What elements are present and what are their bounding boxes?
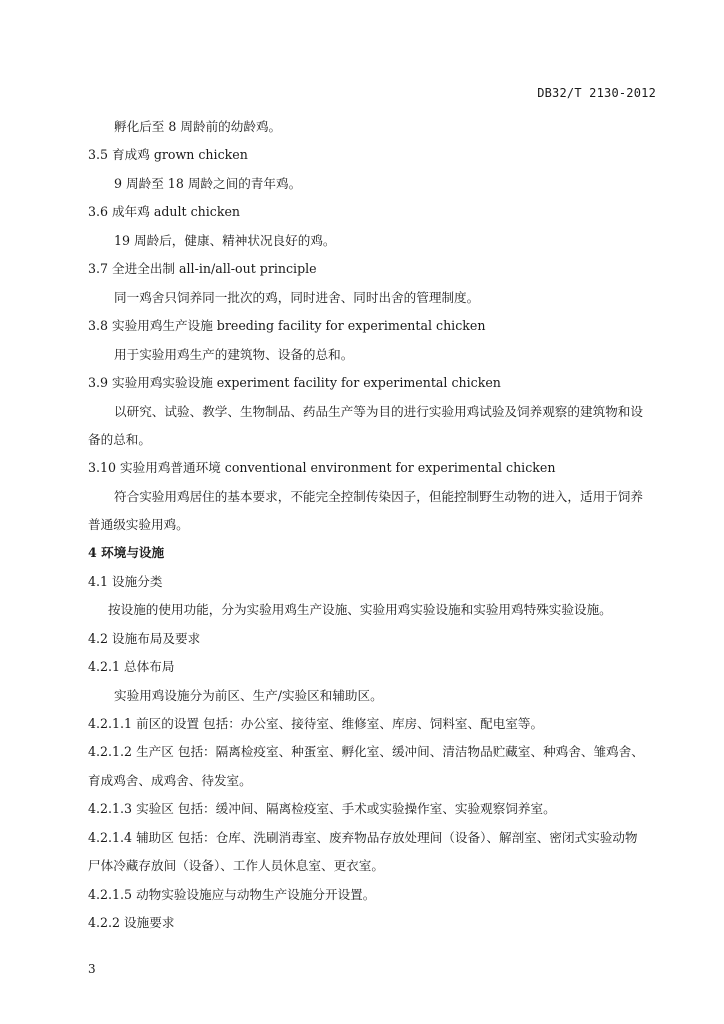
text-line: 备的总和。 (88, 432, 151, 447)
term-heading-3-6: 3.6 成年鸡 adult chicken (88, 204, 241, 219)
section-heading-4-2-2: 4.2.2 设施要求 (88, 915, 175, 930)
text-line: 按设施的使用功能，分为实验用鸡生产设施、实验用鸡实验设施和实验用鸡特殊实验设施。 (108, 602, 612, 617)
clause-4-2-1-3: 4.2.1.3 实验区 包括：缓冲间、隔离检疫室、手术或实验操作室、实验观察饲养室。 (88, 801, 556, 816)
text-line: 19 周龄后，健康、精神状况良好的鸡。 (114, 233, 336, 248)
clause-4-2-1-5: 4.2.1.5 动物实验设施应与动物生产设施分开设置。 (88, 887, 376, 902)
section-heading-4: 4 环境与设施 (88, 545, 165, 560)
term-heading-3-8: 3.8 实验用鸡生产设施 breeding facility for experimental chicken (88, 318, 486, 333)
text-line: 用于实验用鸡生产的建筑物、设备的总和。 (114, 347, 354, 362)
text-line: 普通级实验用鸡。 (88, 517, 189, 532)
document-code: DB32/T 2130-2012 (537, 86, 656, 100)
text-line: 9 周龄至 18 周龄之间的青年鸡。 (114, 176, 302, 191)
clause-4-2-1-2: 4.2.1.2 生产区 包括：隔离检疫室、种蛋室、孵化室、缓冲间、清洁物品贮藏室、种鸡舍、雏鸡舍、 (88, 744, 644, 759)
text-line: 符合实验用鸡居住的基本要求，不能完全控制传染因子，但能控制野生动物的进入，适用于饲养 (114, 489, 643, 504)
text-line: 尸体冷藏存放间（设备）、工作人员休息室、更衣室。 (88, 858, 384, 873)
text-line: 育成鸡舍、成鸡舍、待发室。 (88, 773, 252, 788)
term-heading-3-9: 3.9 实验用鸡实验设施 experiment facility for experimental chicken (88, 375, 501, 390)
text-line: 孵化后至 8 周龄前的幼龄鸡。 (114, 119, 282, 134)
clause-4-2-1-1: 4.2.1.1 前区的设置 包括：办公室、接待室、维修室、库房、饲料室、配电室等。 (88, 716, 544, 731)
page-number: 3 (88, 962, 96, 976)
text-line: 以研究、试验、教学、生物制品、药品生产等为目的进行实验用鸡试验及饲养观察的建筑物和设 (114, 404, 643, 419)
text-line: 同一鸡舍只饲养同一批次的鸡，同时进舍、同时出舍的管理制度。 (114, 290, 480, 305)
term-heading-3-7: 3.7 全进全出制 all-in/all-out principle (88, 261, 317, 276)
text-line: 实验用鸡设施分为前区、生产/实验区和辅助区。 (114, 688, 383, 703)
clause-4-2-1-4: 4.2.1.4 辅助区 包括：仓库、洗刷消毒室、废弃物品存放处理间（设备）、解剖室、密闭式实验动物 (88, 830, 638, 845)
section-heading-4-2: 4.2 设施布局及要求 (88, 631, 201, 646)
term-heading-3-5: 3.5 育成鸡 grown chicken (88, 147, 248, 162)
section-heading-4-1: 4.1 设施分类 (88, 574, 163, 589)
section-heading-4-2-1: 4.2.1 总体布局 (88, 659, 175, 674)
term-heading-3-10: 3.10 实验用鸡普通环境 conventional environment for experimental chicken (88, 460, 556, 475)
